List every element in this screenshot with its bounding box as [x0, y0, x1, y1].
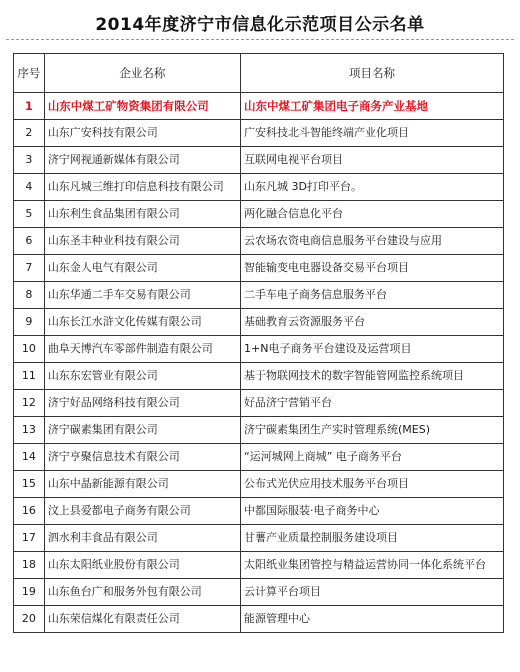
row-company: 山东太阳纸业股份有限公司 [44, 552, 240, 579]
table-row [14, 282, 504, 309]
row-number: 20 [14, 606, 45, 633]
header-project: 项目名称 [241, 54, 504, 93]
row-company: 济宁亨聚信息技术有限公司 [44, 444, 240, 471]
table-row [14, 606, 504, 633]
table-row [14, 147, 504, 174]
title-divider [6, 39, 514, 40]
row-number: 8 [14, 282, 45, 309]
row-company: 济宁碳素集团有限公司 [44, 417, 240, 444]
row-number: 5 [14, 201, 45, 228]
row-company: 山东鱼台广和服务外包有限公司 [44, 579, 240, 606]
row-company: 汶上县爱都电子商务有限公司 [44, 498, 240, 525]
row-company: 山东华通二手车交易有限公司 [44, 282, 240, 309]
page-title: 2014年度济宁市信息化示范项目公示名单 [95, 15, 425, 35]
table-row [14, 120, 504, 147]
row-project: 广安科技北斗智能终端产业化项目 [241, 120, 504, 147]
row-company: 泗水利丰食品有限公司 [44, 525, 240, 552]
row-number: 17 [14, 525, 45, 552]
project-list-table [13, 53, 504, 633]
table-row [14, 579, 504, 606]
table-row [14, 498, 504, 525]
row-company: 山东中晶新能源有限公司 [44, 471, 240, 498]
row-project: 济宁碳素集团生产实时管理系统(MES) [241, 417, 504, 444]
table-row [14, 228, 504, 255]
table-row [14, 174, 504, 201]
table-row [14, 201, 504, 228]
row-company: 山东长江水浒文化传媒有限公司 [44, 309, 240, 336]
row-company: 济宁网视通新媒体有限公司 [44, 147, 240, 174]
row-number: 3 [14, 147, 45, 174]
row-project: “运河城网上商城” 电子商务平台 [241, 444, 504, 471]
row-project: 能源管理中心 [241, 606, 504, 633]
row-number: 7 [14, 255, 45, 282]
row-project: 公布式光伏应用技术服务平台项目 [241, 471, 504, 498]
row-company: 山东圣丰种业科技有限公司 [44, 228, 240, 255]
row-company: 山东中煤工矿物资集团有限公司 [44, 93, 240, 120]
row-project: 山东凡城 3D打印平台。 [241, 174, 504, 201]
row-project: 智能输变电电器设备交易平台项目 [241, 255, 504, 282]
table-row [14, 444, 504, 471]
row-project: 互联网电视平台项目 [241, 147, 504, 174]
row-project: 太阳纸业集团管控与精益运营协同一体化系统平台 [241, 552, 504, 579]
table-row [14, 471, 504, 498]
row-company: 山东金人电气有限公司 [44, 255, 240, 282]
row-number: 19 [14, 579, 45, 606]
table-row [14, 336, 504, 363]
row-project: 甘薯产业质量控制服务建设项目 [241, 525, 504, 552]
row-project: 云农场农资电商信息服务平台建设与应用 [241, 228, 504, 255]
row-company: 山东利生食品集团有限公司 [44, 201, 240, 228]
row-company: 山东广安科技有限公司 [44, 120, 240, 147]
row-project: 基础教育云资源服务平台 [241, 309, 504, 336]
table-row [14, 552, 504, 579]
row-company: 曲阜天博汽车零部件制造有限公司 [44, 336, 240, 363]
table-row [14, 390, 504, 417]
row-number: 14 [14, 444, 45, 471]
row-project: 云计算平台项目 [241, 579, 504, 606]
table-header-row [14, 54, 504, 93]
row-number: 1 [14, 93, 45, 120]
row-number: 13 [14, 417, 45, 444]
row-number: 4 [14, 174, 45, 201]
row-number: 2 [14, 120, 45, 147]
table-row [14, 255, 504, 282]
row-number: 10 [14, 336, 45, 363]
table-row [14, 363, 504, 390]
row-project: 山东中煤工矿集团电子商务产业基地 [241, 93, 504, 120]
row-company: 济宁好品网络科技有限公司 [44, 390, 240, 417]
row-number: 11 [14, 363, 45, 390]
row-project: 两化融合信息化平台 [241, 201, 504, 228]
row-number: 9 [14, 309, 45, 336]
row-project: 中都国际服装·电子商务中心 [241, 498, 504, 525]
row-project: 好品济宁营销平台 [241, 390, 504, 417]
header-company: 企业名称 [44, 54, 240, 93]
row-number: 18 [14, 552, 45, 579]
row-project: 基于物联网技术的数字智能管网监控系统项目 [241, 363, 504, 390]
row-company: 山东凡城三维打印信息科技有限公司 [44, 174, 240, 201]
row-company: 山东东宏管业有限公司 [44, 363, 240, 390]
row-project: 1+N电子商务平台建设及运营项目 [241, 336, 504, 363]
table-row [14, 93, 504, 120]
row-number: 6 [14, 228, 45, 255]
row-number: 16 [14, 498, 45, 525]
row-number: 12 [14, 390, 45, 417]
table-row [14, 309, 504, 336]
row-project: 二手车电子商务信息服务平台 [241, 282, 504, 309]
table-row [14, 525, 504, 552]
table-row [14, 417, 504, 444]
row-company: 山东荣信煤化有限责任公司 [44, 606, 240, 633]
header-number: 序号 [14, 54, 45, 93]
row-number: 15 [14, 471, 45, 498]
